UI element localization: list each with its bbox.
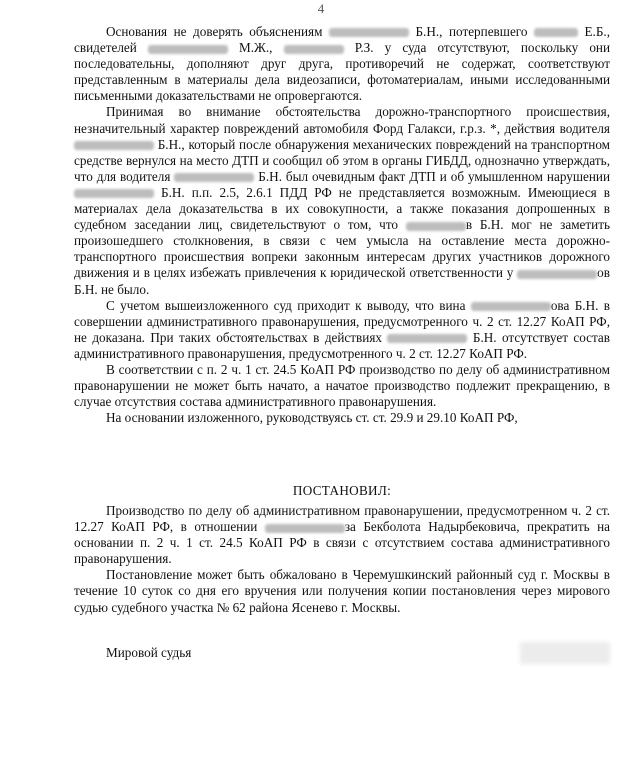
- text-segment: ов Б.Н. не было.: [74, 265, 610, 297]
- resolution-heading: ПОСТАНОВИЛ:: [292, 483, 392, 498]
- redacted-signature: [520, 642, 610, 664]
- redacted-name: [74, 189, 154, 198]
- paragraph-resolution: [74, 503, 610, 567]
- signature-label: Мировой судья: [106, 645, 192, 660]
- text-segment: Б.Н. отсутствует состав административного правонарушения, предусмотренного ч. 2 ст. 12.27 КоАП РФ.: [74, 329, 611, 361]
- text-segment: Р.З. у суда отсутствуют, поскольку они последовательны, дополняют друг друга, противоречий не содержат, соответствуют представленным в материалы дела видеозаписи, фотоматериалам, иными исследованными письменными доказательствами не опровергаются.: [74, 40, 611, 104]
- redacted-name: [406, 222, 466, 231]
- redacted-name: [471, 302, 551, 311]
- text-segment: Б.Н., потерпевшего: [415, 24, 528, 39]
- redacted-name: [387, 334, 467, 343]
- document-body: [74, 24, 610, 426]
- paragraph-appeal: [74, 567, 610, 615]
- paragraph-circumstances: [74, 104, 610, 297]
- text-segment: за Бекболота Надырбековича, прекратить на основании п. 2 ч. 1 ст. 24.5 КоАП РФ в связи с отсутствием состава административного правонарушения.: [74, 519, 610, 567]
- resolution-body: [74, 503, 610, 616]
- redacted-name: [174, 173, 254, 182]
- redacted-name: [329, 28, 409, 37]
- redacted-name: [265, 524, 345, 533]
- paragraph-law: [74, 362, 610, 410]
- page-number: 4: [317, 1, 325, 16]
- paragraph-basis: [74, 410, 610, 426]
- text-segment: На основании изложенного, руководствуясь ст. ст. 29.9 и 29.10 КоАП РФ,: [106, 410, 518, 426]
- text-segment: Е.Б., свидетелей: [74, 24, 611, 56]
- text-segment: Б.Н., который после обнаружения механических повреждений на транспортном средстве вернулся на место ДТП и сообщил об этом в органы ГИБДД, однозначно утверждать, что для водителя: [74, 136, 611, 184]
- text-segment: Постановление может быть обжаловано в Черемушкинский районный суд г. Москвы в течение 10 суток со дня его вручения или получения копии постановления через мирового судью судебного участка № 62 района Ясенево г. Москвы.: [74, 567, 610, 615]
- text-segment: ова Б.Н. в совершении административного правонарушения, предусмотренного ч. 2 ст. 12.27 КоАП РФ, не доказана. При таких обстоятельствах в действиях: [74, 297, 610, 345]
- text-segment: в Б.Н. мог не заметить произошедшего столкновения, в связи с чем умысла на оставление места дорожно-транспортного происшествия вопреки законным интересам других участников дорожного движения и в целях избежать привлечения к юридической ответственности у: [74, 217, 611, 281]
- text-segment: Б.Н. п.п. 2.5, 2.6.1 ПДД РФ не представляется возможным. Имеющиеся в материалах дела доказательства в их совокупности, а также показания допрошенных в судебном заседании лиц, свидетельствуют о том, что: [74, 184, 610, 233]
- redacted-name: [148, 45, 228, 54]
- paragraph-evidence: [74, 24, 610, 104]
- text-segment: С учетом вышеизложенного суд приходит к выводу, что вина: [106, 297, 466, 313]
- redacted-name: [517, 270, 597, 279]
- text-segment: Б.Н. был очевидным факт ДТП и об умышленном нарушении: [258, 168, 611, 184]
- text-segment: Принимая во внимание обстоятельства дорожно-транспортного происшествия, незначительный характер повреждений автомобиля Форд Галакси, г.р.з. *, действия водителя: [74, 104, 610, 136]
- redacted-name: [74, 141, 154, 150]
- redacted-name: [534, 28, 578, 37]
- text-segment: Производство по делу об административном правонарушении, предусмотренном ч. 2 ст. 12.27 КоАП РФ, в отношении: [74, 503, 610, 535]
- paragraph-conclusion: [74, 298, 610, 362]
- text-segment: В соответствии с п. 2 ч. 1 ст. 24.5 КоАП РФ производство по делу об административном правонарушении не может быть начато, а начатое производство подлежит прекращению, в случае отсутствия состава административного правонарушения.: [74, 361, 610, 410]
- redacted-name: [284, 45, 344, 54]
- text-segment: Основания не доверять объяснениям: [106, 24, 323, 39]
- text-segment: М.Ж.,: [239, 40, 273, 56]
